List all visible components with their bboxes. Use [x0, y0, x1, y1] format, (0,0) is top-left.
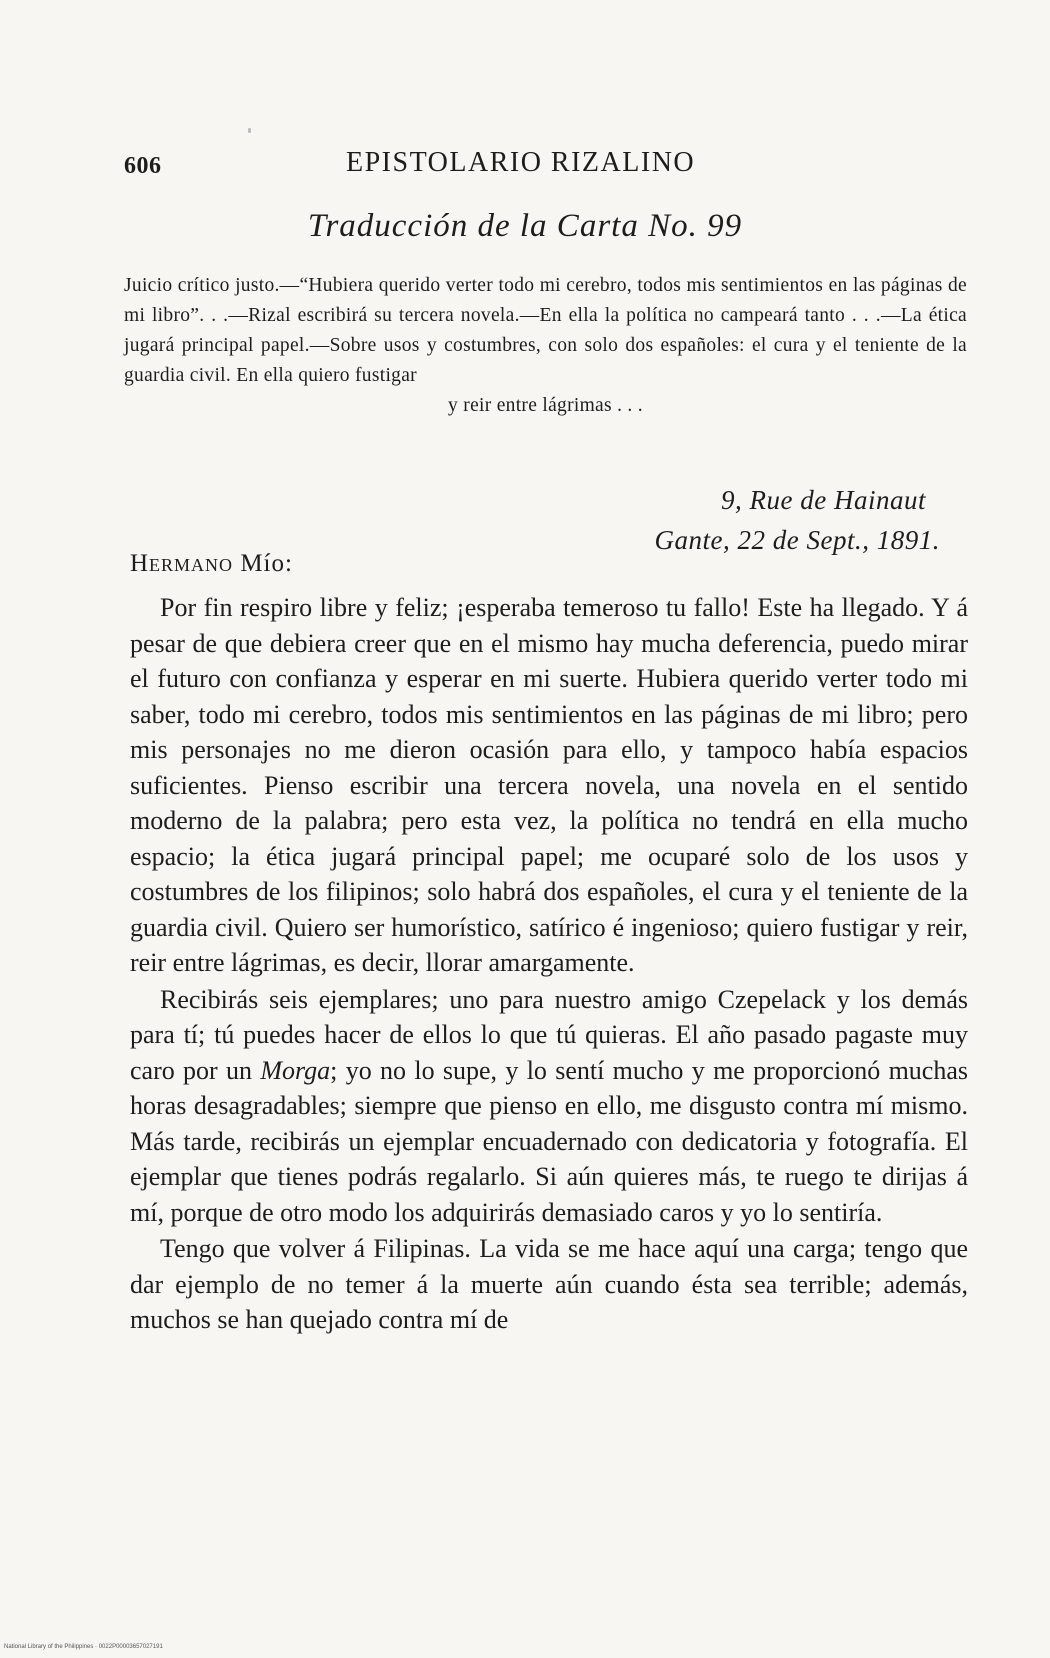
letter-address: [655, 480, 940, 560]
paragraph-2-part-1: Recibirás seis ejemplares; uno para nuestro amigo Czepelack y los demás para tí; tú puedes hacer de ellos lo que tú quieras. El año pasado pagaste muy caro por un: [130, 984, 968, 1085]
paragraph-2-part-2: ; yo no lo supe, y lo sentí mucho y me proporcionó muchas horas desagradables; siempre que pienso en ello, me disgusto contra mí mismo. Más tarde, recibirás un ejemplar encuadernado con dedicatoria y fotografía. El ejemplar que tienes podrás regalarlo. Si aún quieres más, te ruego te dirijas á mí, porque de otro modo los adquirirás demasiado caros y yo lo sentiría.: [130, 1055, 968, 1227]
print-speck: [248, 128, 251, 133]
letter-summary-end: y reir entre lágrimas . . .: [448, 395, 643, 416]
salutation-small-caps: Hermano: [130, 550, 234, 577]
letter-title: Traducción de la Carta No. 99: [307, 208, 743, 244]
paragraph-2: [130, 982, 968, 1231]
footer-watermark: National Library of the Philippines · 0022P00003657027191: [4, 1644, 163, 1650]
page-number: 606: [124, 153, 162, 179]
page-header: [124, 147, 984, 187]
salutation: [130, 550, 293, 578]
running-head: EPISTOLARIO RIZALINO: [346, 147, 696, 178]
address-place-date: Gante, 22 de Sept., 1891.: [654, 525, 940, 555]
paragraph-3: Tengo que volver á Filipinas. La vida se me hace aquí una carga; tengo que dar ejemplo de no temer á la muerte aún cuando ésta sea terrible; además, muchos se han quejado contra mí de: [130, 1234, 968, 1334]
paragraph-1: Por fin respiro libre y feliz; ¡esperaba temeroso tu fallo! Este ha llegado. Y á pesar de que debiera creer que en el mismo hay mucha deferencia, puedo mirar el futuro con confianza y esperar en mi suerte. Hubiera querido verter todo mi saber, todo mi cerebro, todos mis sentimientos en las páginas de mi libro; pero mis personajes no me dieron ocasión para ello, y tampoco había espacios suficientes. Pienso escribir una tercera novela, una novela en el sentido moderno de la palabra; pero esta vez, la política no tendrá en ella mucho espacio; la ética jugará principal papel; me ocuparé solo de los usos y costumbres de los filipinos; solo habrá dos españoles, el cura y el teniente de la guardia civil. Quiero ser humorístico, satírico é ingenioso; quiero fustigar y reir, reir entre lágrimas, es decir, llorar amargamente.: [130, 593, 968, 977]
letter-body: [130, 590, 968, 1339]
salutation-rest: Mío:: [233, 550, 293, 577]
address-street: 9, Rue de Hainaut: [721, 485, 926, 515]
letter-summary: Juicio crítico justo.—“Hubiera querido verter todo mi cerebro, todos mis sentimientos en las páginas de mi libro”. . .—Rizal escribirá su tercera novela.—En ella la política no campeará tanto . . .—La ética jugará principal papel.—Sobre usos y costumbres, con solo dos españoles: el cura y el teniente de la guardia civil. En ella quiero fustigar: [124, 275, 967, 386]
book-title-morga: Morga: [260, 1055, 331, 1085]
